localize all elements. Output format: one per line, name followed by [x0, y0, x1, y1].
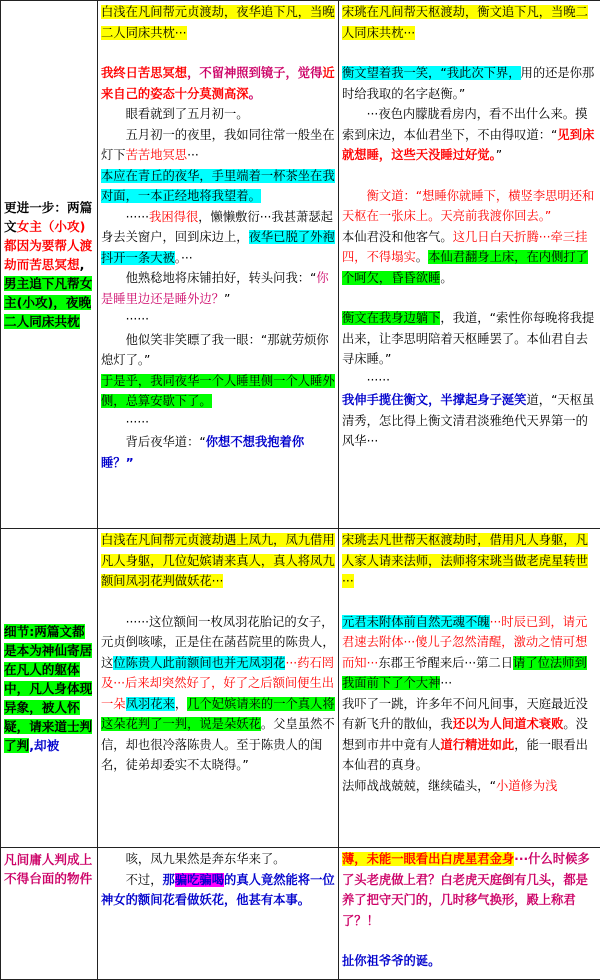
paragraph	[342, 43, 597, 63]
text-run: 小道修为浅	[496, 779, 558, 793]
paragraph	[342, 104, 597, 166]
text-run: ”	[224, 292, 230, 306]
text-run: ···药石罔及···后来却突然好了，好了之后额间便生出一朵	[101, 656, 334, 711]
text-run: 背后夜华道：“	[126, 435, 206, 449]
text-run: 位陈贵人此前额间也并无凤羽花	[113, 656, 285, 670]
text-run: ······	[126, 210, 149, 224]
text-run: ······	[367, 373, 390, 387]
paragraph	[342, 370, 597, 391]
text-run: 见到床就想睡，这些天没睡过好觉。	[342, 128, 594, 163]
text-run: 宋珧去凡世帮天枢渡劫时，借用凡人身躯，凡人家人请来法师，法师将宋珧当做老虎星转世···	[342, 533, 588, 588]
text-run: 。	[440, 271, 452, 285]
text-run: 本应在青丘的夜华，手里端着一杯茶坐在我对面，一本正经地将我望着。	[101, 169, 335, 204]
text-run: 女主（小攻)都因为要帮人渡劫而苦思冥想	[4, 219, 92, 272]
text-run: 衡文望着我一笑，“我此次下界，	[342, 66, 521, 80]
text-run: 苦苦地冥思	[126, 148, 188, 162]
table-row	[1, 848, 600, 980]
row-label	[1, 529, 98, 848]
text-run: 于是乎，我同夜华一个人睡里侧一个人睡外侧，总算安歇下了。	[101, 374, 335, 409]
paragraph	[101, 612, 335, 776]
text-run: 衡文在我身边躺下	[342, 311, 440, 325]
text-run: ，能一眼看出本仙君的真身。	[342, 738, 588, 773]
left-text-cell	[98, 1, 339, 529]
text-run: 近来自己的姿态十分莫测高深	[101, 66, 335, 101]
paragraph	[342, 2, 597, 43]
text-run: 道，“天枢虽清秀，怎比得上衡文清君淡雅绝代天界第一的风华···	[342, 393, 594, 448]
paragraph	[101, 125, 335, 166]
text-run: ，不留神照到镜子，觉得	[187, 66, 322, 80]
text-run: 骗吃骗喝	[175, 873, 224, 887]
text-run: 衡文道：“想睡你就睡下，横竖李思明还和天枢在一张床上。天亮前我渡你回去。”	[342, 189, 594, 224]
paragraph	[101, 104, 335, 125]
text-run: 。没想到市井中竟有人	[342, 717, 588, 752]
text-run: 凡间庸人判成上不得台面的物件	[4, 852, 92, 886]
text-run: 扯你祖爷爷的诞。	[342, 954, 440, 968]
paragraph	[101, 592, 335, 612]
paragraph	[342, 694, 597, 776]
text-run: 本仙君没和他客气。	[342, 230, 453, 244]
row-label	[1, 1, 98, 529]
row-label	[1, 848, 98, 980]
text-run: 本仙君翻身上床，在内侧打了个呵欠，昏昏欲睡	[342, 250, 588, 285]
text-run: 的真人竟然能将一位神女的额间花看做妖花，他甚有本事。	[101, 873, 335, 908]
text-run: ，懒懒敷衍···我甚萧瑟起身去关窗户，回到床边上，	[101, 210, 333, 245]
paragraph	[342, 776, 597, 797]
text-run: 你是睡里边还是睡外边？	[101, 271, 329, 306]
paragraph	[101, 43, 335, 63]
paragraph	[101, 330, 335, 371]
table-row	[1, 529, 600, 848]
paragraph	[101, 207, 335, 269]
paragraph	[342, 592, 597, 612]
paragraph	[101, 371, 335, 412]
text-run: 我伸手揽住衡文，半撑起身子涎笑	[342, 393, 526, 407]
right-text-cell	[339, 848, 600, 980]
text-run: 用的还是你那时给我取的名字赵衡。”	[342, 66, 594, 101]
text-run: 白浅在凡间帮元贞渡劫遇上凤九，凤九借用凡人身躯，几位妃嫔请来真人，真人将凤九额间凤羽花判做妖花···	[101, 533, 335, 588]
paragraph	[101, 63, 335, 104]
paragraph	[342, 530, 597, 592]
text-run: ,	[80, 257, 85, 272]
text-run: 白浅在凡间帮元贞渡劫，夜华追下凡，当晚二人同床共枕···	[101, 5, 335, 40]
text-run: 。···	[175, 251, 193, 265]
paragraph	[342, 308, 597, 370]
text-run: 我吓了一跳，许多年不问凡间事，天庭最近没有新飞升的散仙，我	[342, 697, 588, 732]
text-run: 薄，未能一眼看出白虎星君金身	[342, 852, 514, 866]
paragraph	[342, 63, 597, 104]
paragraph	[342, 849, 597, 931]
paragraph	[342, 186, 597, 227]
text-run: ，	[175, 697, 187, 711]
text-run: 几个妃嫔请来的一个真人将这朵花判了一判，说是朵妖花	[101, 697, 335, 732]
paragraph	[101, 268, 335, 309]
left-text-cell	[98, 529, 339, 848]
text-run: ······这位额间一枚凤羽花胎记的女子，元贞倒咳嗦，正是住在菡萏院里的陈贵人，这	[101, 615, 335, 670]
text-run: 他似笑非笑瞟了我一眼：“那就劳烦你熄灯了。”	[101, 333, 329, 368]
text-run: 他熟稔地将床铺拍好，转头问我：“	[126, 271, 317, 285]
right-text-cell	[339, 529, 600, 848]
text-run: 这几日白天折腾···牵三挂四，不得塌实	[342, 230, 587, 265]
text-run: 我困得很	[149, 210, 198, 224]
paragraph	[101, 870, 335, 911]
right-text-cell	[339, 1, 600, 529]
text-run: 更进一步：两篇文	[4, 200, 92, 234]
paragraph	[101, 849, 335, 870]
text-run: 宋珧在凡间帮天枢渡劫，衡文追下凡，当晚二人同床共枕···	[342, 5, 588, 40]
text-run: 男主追下凡帮女主(小攻)，夜晚二人同床共枕	[4, 276, 92, 329]
text-run: 我终日苦思冥想	[101, 66, 187, 80]
paragraph	[342, 931, 597, 951]
text-run: ···	[187, 148, 199, 162]
text-run: 道行精进如此	[440, 738, 514, 752]
text-run: 请了位法师到我面前下了个大神	[342, 656, 587, 691]
paragraph	[101, 2, 335, 43]
text-run: 咳，凤九果然是奔东华来了。	[126, 852, 286, 866]
table-row	[1, 1, 600, 529]
text-run: 。父皇虽然不信，却也很冷落陈贵人。至于陈贵人的闺名，徒弟却委实不太晓得。”	[101, 717, 335, 772]
paragraph	[101, 432, 335, 473]
left-text-cell	[98, 848, 339, 980]
text-run: ······	[126, 415, 149, 429]
paragraph	[342, 390, 597, 452]
text-run: ,却被	[29, 738, 59, 753]
text-run: ···夜色内朦胧看房内，看不出什么来。摸索到床边，本仙君坐下，不由得叹道：“	[342, 107, 587, 142]
paragraph	[342, 288, 597, 308]
text-run: ······	[126, 312, 149, 326]
paragraph	[342, 227, 597, 289]
text-run: 眼看就到了五月初一。	[126, 107, 249, 121]
paragraph	[101, 166, 335, 207]
text-run: ···时辰已到，请元君速去附体···傻儿子忽然清醒，激动之情可想而知···	[342, 615, 587, 670]
text-run: 那	[163, 873, 175, 887]
text-run: 夜华已脱了外袍抖开一条大被	[101, 230, 335, 265]
text-run: 不过，	[126, 873, 163, 887]
text-run: 法师战战兢兢，继续磕头，“	[342, 779, 496, 793]
text-run: 还以为人间道术衰败	[453, 717, 564, 731]
text-run: 元君未附体前自然无魂不魄	[342, 615, 490, 629]
text-run: ···什么时候多了头老虎做上君？白老虎天庭倒有几头，都是养了把守天门的，几时移气换形，殿上称君了？！	[342, 852, 590, 928]
text-run: ，我道，“索性你每晚将我提出来，让李思明陪着天枢睡罢了。本仙君自去寻床睡。”	[342, 311, 594, 366]
text-run: 凤羽花来	[126, 697, 175, 711]
text-run: ”	[496, 148, 502, 162]
text-run: ···	[440, 676, 452, 690]
paragraph	[342, 612, 597, 694]
text-run: 。	[249, 87, 261, 101]
paragraph	[342, 951, 597, 972]
text-run: 细节:两篇文都是本为神仙寄居在凡人的躯体中，凡人身体现异象，被人怀疑，请来道士判了判	[4, 624, 92, 753]
text-run: 东郡王爷醒来后···第二日	[378, 656, 513, 670]
text-run: 你想不想我抱着你睡？”	[101, 435, 304, 470]
paragraph	[342, 166, 597, 186]
paragraph	[101, 412, 335, 433]
paragraph	[101, 309, 335, 330]
text-run: 五月初一的夜里，我如同往常一般坐在灯下	[101, 128, 335, 163]
text-run: 。	[416, 250, 428, 264]
paragraph	[101, 530, 335, 592]
